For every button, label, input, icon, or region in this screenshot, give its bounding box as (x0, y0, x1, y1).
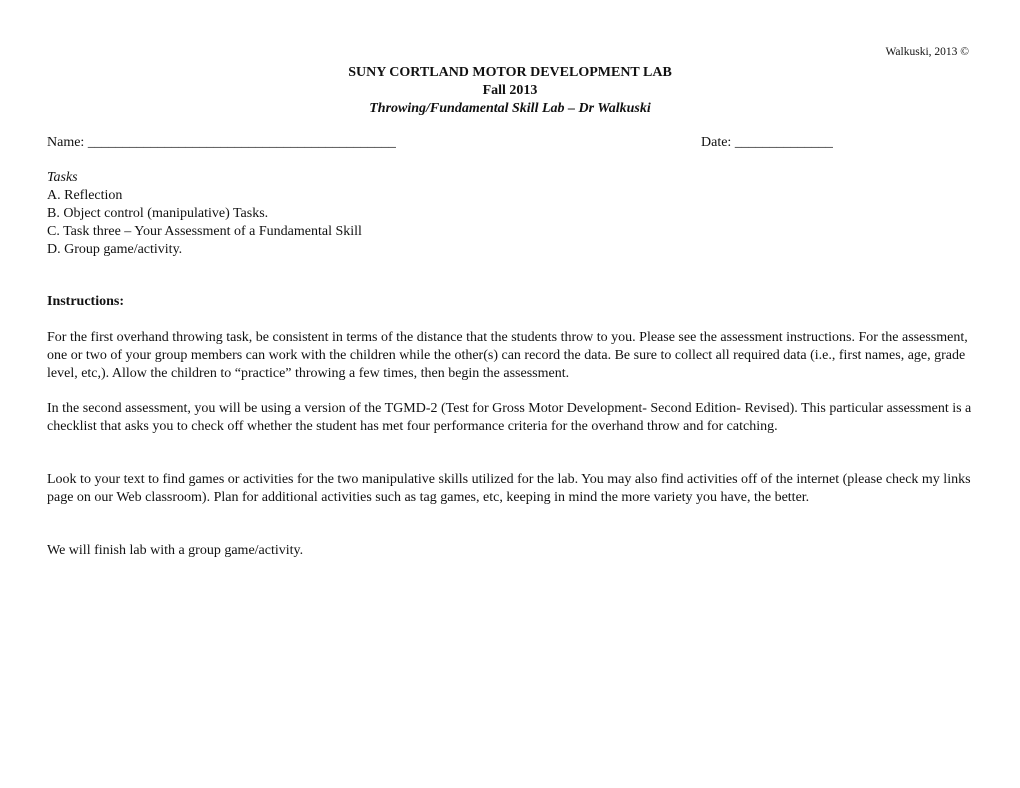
term: Fall 2013 (482, 83, 538, 98)
date-field: Date: ______________ (701, 135, 833, 150)
task-item-d: D. Group game/activity. (47, 242, 183, 257)
name-field: Name: ____________________________________________ (47, 135, 396, 150)
task-list (47, 169, 362, 259)
tasks-heading: Tasks (47, 170, 78, 185)
instructions-heading: Instructions: (47, 294, 125, 309)
instruction-paragraph-3: Look to your text to find games or activities for the two manipulative skills utilized for the lab. You may also find activities off of the internet (please check my links page on our Web classroom). Plan for additional activities such as tag games, etc, keeping in mind the more variety you have, the better. (47, 472, 971, 505)
lab-subtitle: Throwing/Fundamental Skill Lab – Dr Walkuski (369, 101, 651, 116)
lab-title: SUNY CORTLAND MOTOR DEVELOPMENT LAB (348, 65, 672, 80)
instruction-paragraph-2: In the second assessment, you will be using a version of the TGMD-2 (Test for Gross Motor Development- Second Edition- Revised). This particular assessment is a checklist that asks you to check off whether the student has met four performance criteria for the overhand throw and for catching. (47, 401, 972, 434)
instruction-paragraph-1: For the first overhand throwing task, be consistent in terms of the distance that the students throw to you. Please see the assessment instructions. For the assessment, one or two of your group members can work with the children while the other(s) can record the data. Be sure to collect all required data (i.e., first names, age, grade level, etc,). Allow the children to “practice” throwing a few times, then begin the assessment. (47, 330, 968, 381)
task-item-c: C. Task three – Your Assessment of a Fundamental Skill (47, 224, 362, 239)
document-header (0, 64, 1020, 118)
task-item-b: B. Object control (manipulative) Tasks. (47, 206, 269, 221)
copyright-notice: Walkuski, 2013 © (885, 46, 969, 58)
instruction-paragraph-4: We will finish lab with a group game/activity. (47, 543, 304, 558)
task-item-a: A. Reflection (47, 188, 123, 203)
